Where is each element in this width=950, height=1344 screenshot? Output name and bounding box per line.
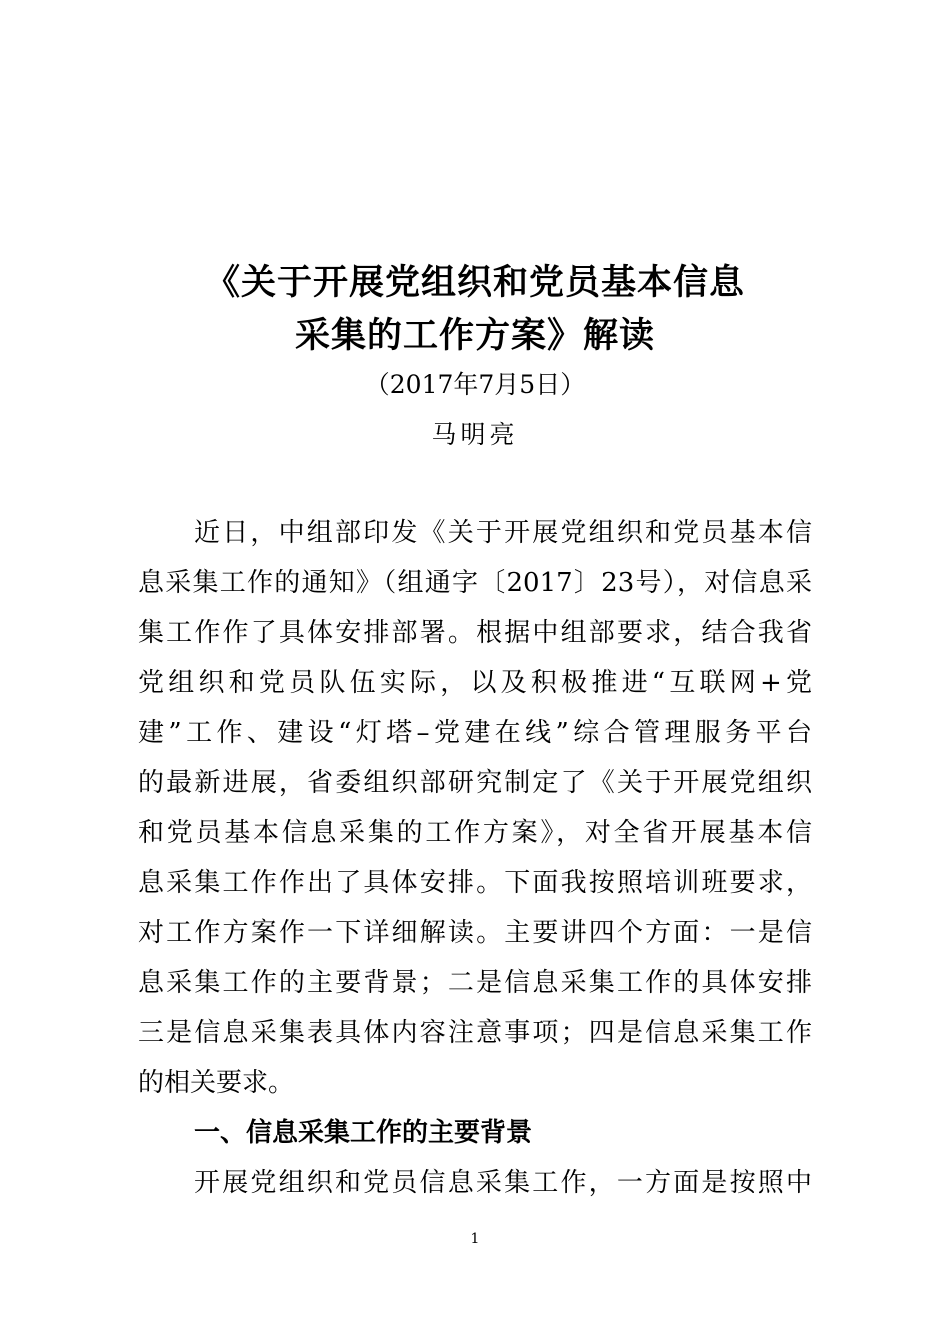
- paragraph-1-line: 的相关要求。: [138, 1068, 295, 1098]
- document-title-line-1: 《关于开展党组织和党员基本信息: [204, 263, 745, 303]
- paragraph-1-line: 集工作作了具体安排部署。根据中组部要求，结合我省: [138, 618, 812, 648]
- paragraph-1-line: 息采集工作作出了具体安排。下面我按照培训班要求，: [138, 868, 812, 898]
- paragraph-1-line: 的最新进展，省委组织部研究制定了《关于开展党组织: [138, 768, 812, 798]
- paragraph-1-line: 近日，中组部印发《关于开展党组织和党员基本信: [194, 518, 812, 548]
- document-author: 马明亮: [431, 420, 519, 449]
- paragraph-2-line: 开展党组织和党员信息采集工作，一方面是按照中: [194, 1168, 812, 1198]
- section-1-heading: 一、信息采集工作的主要背景: [194, 1118, 533, 1148]
- paragraph-1-line: 三是信息采集表具体内容注意事项；四是信息采集工作: [138, 1018, 812, 1048]
- paragraph-1-line: 对工作方案作一下详细解读。主要讲四个方面：一是信: [138, 918, 812, 948]
- paragraph-1-line: 息采集工作的主要背景；二是信息采集工作的具体安排: [138, 968, 812, 998]
- document-title-line-2: 采集的工作方案》解读: [294, 316, 655, 356]
- paragraph-1-line: 党组织和党员队伍实际，以及积极推进“互联网+党: [138, 668, 812, 698]
- paragraph-1-line: 和党员基本信息采集的工作方案》，对全省开展基本信: [138, 818, 812, 848]
- page-number: 1: [470, 1231, 480, 1247]
- paragraph-1-line: 息采集工作的通知》（组通字〔2017〕23号），对信息采: [138, 568, 812, 598]
- paragraph-1-line: 建”工作、建设“灯塔–党建在线”综合管理服务平台: [138, 718, 812, 748]
- document-date: （2017年7月5日）: [364, 370, 586, 399]
